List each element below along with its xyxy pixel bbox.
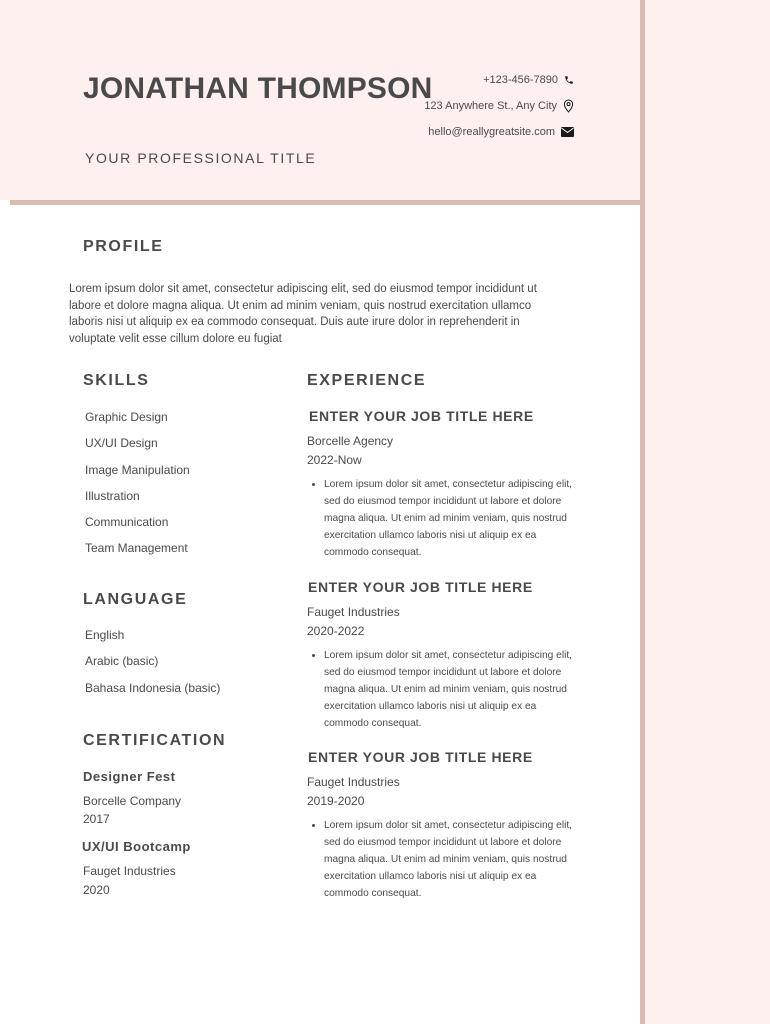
certification-issuer: Fauget Industries (83, 864, 176, 878)
certification-year: 2017 (83, 812, 110, 826)
job-bullet: • Lorem ipsum dolor sit amet, consectetur adipiscing elit, sed do eiusmod tempor incididunt ut labore et dolore magna aliqua. Ut enim ad minim veniam, quis nostrud exercitation ullamco laboris nisi ut aliquip ex ea commodo consequat. (324, 647, 577, 732)
job-bullet-list (307, 817, 577, 902)
certification-heading: CERTIFICATION (83, 732, 227, 749)
job-title: ENTER YOUR JOB TITLE HERE (309, 408, 534, 424)
job-years: 2019-2020 (307, 794, 365, 808)
skill-item: Image Manipulation (85, 462, 190, 477)
job-company: Fauget Industries (307, 605, 400, 619)
experience-entry (307, 408, 577, 561)
location-pin-icon (563, 99, 574, 113)
language-item: Bahasa Indonesia (basic) (85, 680, 221, 695)
language-item: Arabic (basic) (85, 654, 159, 669)
job-bullet-list (307, 476, 577, 561)
job-bullet: • Lorem ipsum dolor sit amet, consectetur adipiscing elit, sed do eiusmod tempor incididunt ut labore et dolore magna aliqua. Ut enim ad minim veniam, quis nostrud exercitation ullamco laboris nisi ut aliquip ex ea commodo consequat. (324, 817, 577, 902)
skills-heading: SKILLS (83, 372, 150, 389)
email-text: hello@reallygreatsite.com (428, 126, 555, 138)
contact-email (428, 126, 574, 138)
certification-name: Designer Fest (83, 769, 176, 784)
header-divider (10, 200, 640, 205)
skill-item: Illustration (85, 488, 140, 503)
skill-item: Team Management (85, 541, 188, 556)
job-bullet-list (307, 647, 577, 732)
contact-phone (483, 74, 574, 86)
candidate-name: JONATHAN THOMPSON (83, 72, 433, 105)
skill-item: UX/UI Design (85, 436, 158, 451)
language-heading: LANGUAGE (83, 591, 188, 608)
experience-entry (307, 579, 577, 732)
profile-heading: PROFILE (83, 238, 164, 255)
skill-item: Communication (85, 515, 169, 530)
language-list (85, 627, 220, 706)
skills-list (85, 409, 190, 567)
job-title: ENTER YOUR JOB TITLE HERE (308, 749, 533, 765)
certification-name: UX/UI Bootcamp (82, 839, 191, 854)
certification-issuer: Borcelle Company (83, 794, 182, 808)
experience-heading: EXPERIENCE (307, 372, 427, 389)
skill-item: Graphic Design (85, 410, 168, 424)
address-text: 123 Anywhere St., Any City (424, 100, 557, 112)
job-title: ENTER YOUR JOB TITLE HERE (308, 579, 533, 595)
job-years: 2022-Now (307, 453, 362, 467)
job-bullet: • Lorem ipsum dolor sit amet, consectetur adipiscing elit, sed do eiusmod tempor incididunt ut labore et dolore magna aliqua. Ut enim ad minim veniam, quis nostrud exercitation ullamco laboris nisi ut aliquip ex ea commodo consequat. (324, 476, 577, 561)
profile-summary: Lorem ipsum dolor sit amet, consectetur adipiscing elit, sed do eiusmod tempor incididunt ut labore et dolore magna aliqua. Ut enim ad minim veniam, quis nostrud exercitation ullamco laboris nisi ut aliquip ex ea commodo consequat. Duis aute irure dolor in reprehenderit in voluptate velit esse cillum dolore eu fugiat (69, 283, 537, 346)
professional-title: YOUR PROFESSIONAL TITLE (85, 150, 317, 166)
experience-entry (307, 749, 577, 902)
phone-icon (564, 75, 574, 85)
phone-text: +123-456-7890 (483, 74, 558, 86)
right-margin-band (645, 0, 770, 1024)
contact-address (424, 99, 574, 113)
job-company: Fauget Industries (307, 775, 400, 789)
envelope-icon (561, 127, 574, 137)
language-item: English (85, 628, 125, 642)
job-years: 2020-2022 (307, 624, 365, 638)
certification-year: 2020 (83, 883, 110, 897)
job-company: Borcelle Agency (307, 434, 394, 448)
